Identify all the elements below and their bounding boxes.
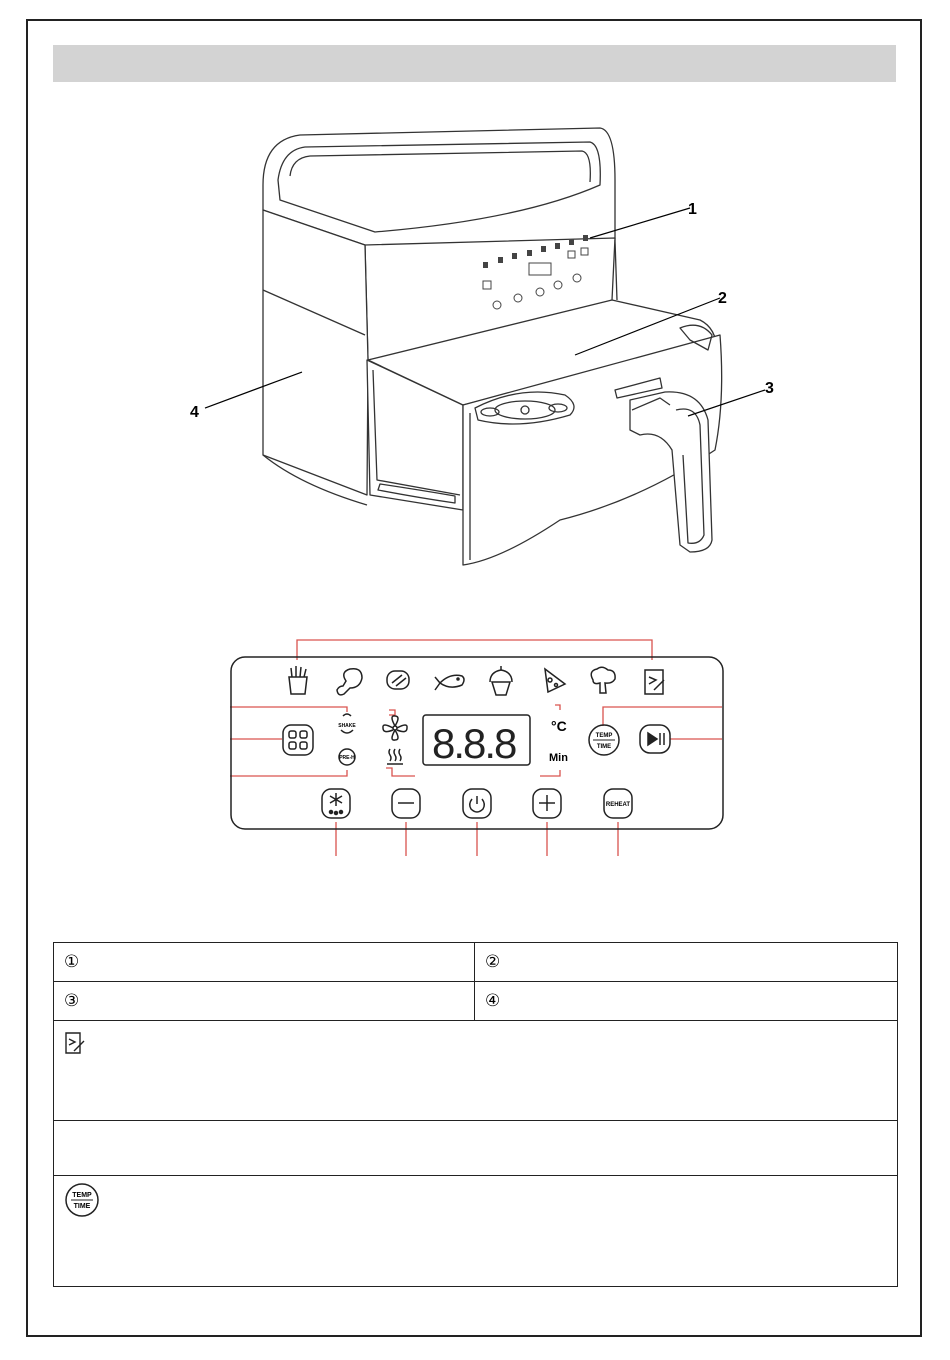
time-label: TIME	[596, 744, 612, 750]
reheat-label: REHEAT	[605, 802, 631, 808]
steak-icon[interactable]	[387, 671, 409, 689]
fish-icon[interactable]	[435, 675, 464, 690]
callout-4: 4	[190, 404, 199, 421]
table-row	[54, 1021, 898, 1121]
drumstick-icon[interactable]	[337, 669, 362, 695]
defrost-icon[interactable]	[322, 789, 350, 818]
control-panel-diagram	[0, 620, 950, 870]
temp-time-icon	[64, 1182, 100, 1218]
table-cell	[54, 1021, 898, 1121]
item-marker-2: ②	[485, 952, 501, 972]
minutes-label: Min	[549, 752, 568, 764]
parts-table	[53, 942, 898, 1287]
table-row	[54, 982, 898, 1021]
table-cell	[475, 982, 898, 1021]
table-cell	[475, 943, 898, 982]
callout-2: 2	[718, 290, 727, 307]
item-marker-4: ④	[485, 991, 501, 1011]
temp-label: TEMP	[595, 733, 613, 739]
play-pause-icon[interactable]	[640, 725, 670, 753]
heat-icon	[387, 749, 403, 764]
fan-icon	[383, 716, 407, 740]
cupcake-icon[interactable]	[490, 666, 512, 695]
celsius-label: °C	[551, 718, 567, 734]
temp-time-icon[interactable]	[589, 725, 619, 755]
table-cell	[54, 1176, 898, 1287]
display-digits: 8.8.8	[432, 720, 516, 767]
pizza-icon[interactable]	[545, 669, 565, 692]
preheat-label: PRE-H	[339, 755, 355, 761]
table-row	[54, 943, 898, 982]
table-row	[54, 1176, 898, 1287]
shake-label: SHAKE	[338, 723, 356, 729]
custom-preset-icon	[64, 1031, 86, 1055]
temp-text: TEMP	[72, 1192, 92, 1199]
broccoli-icon[interactable]	[591, 667, 615, 693]
fries-icon[interactable]	[289, 666, 307, 694]
callout-1: 1	[688, 201, 697, 218]
table-cell	[54, 982, 475, 1021]
power-icon[interactable]	[463, 789, 491, 818]
menu-icon[interactable]	[283, 725, 313, 755]
table-row	[54, 1121, 898, 1176]
item-marker-1: ①	[64, 952, 80, 972]
custom-preset-icon[interactable]	[645, 670, 664, 694]
air-fryer-illustration	[0, 0, 950, 600]
plus-icon[interactable]	[533, 789, 561, 818]
table-cell	[54, 943, 475, 982]
callout-3: 3	[765, 380, 774, 397]
table-cell	[54, 1121, 898, 1176]
minus-icon[interactable]	[392, 789, 420, 818]
time-text: TIME	[73, 1203, 91, 1210]
item-marker-3: ③	[64, 991, 80, 1011]
